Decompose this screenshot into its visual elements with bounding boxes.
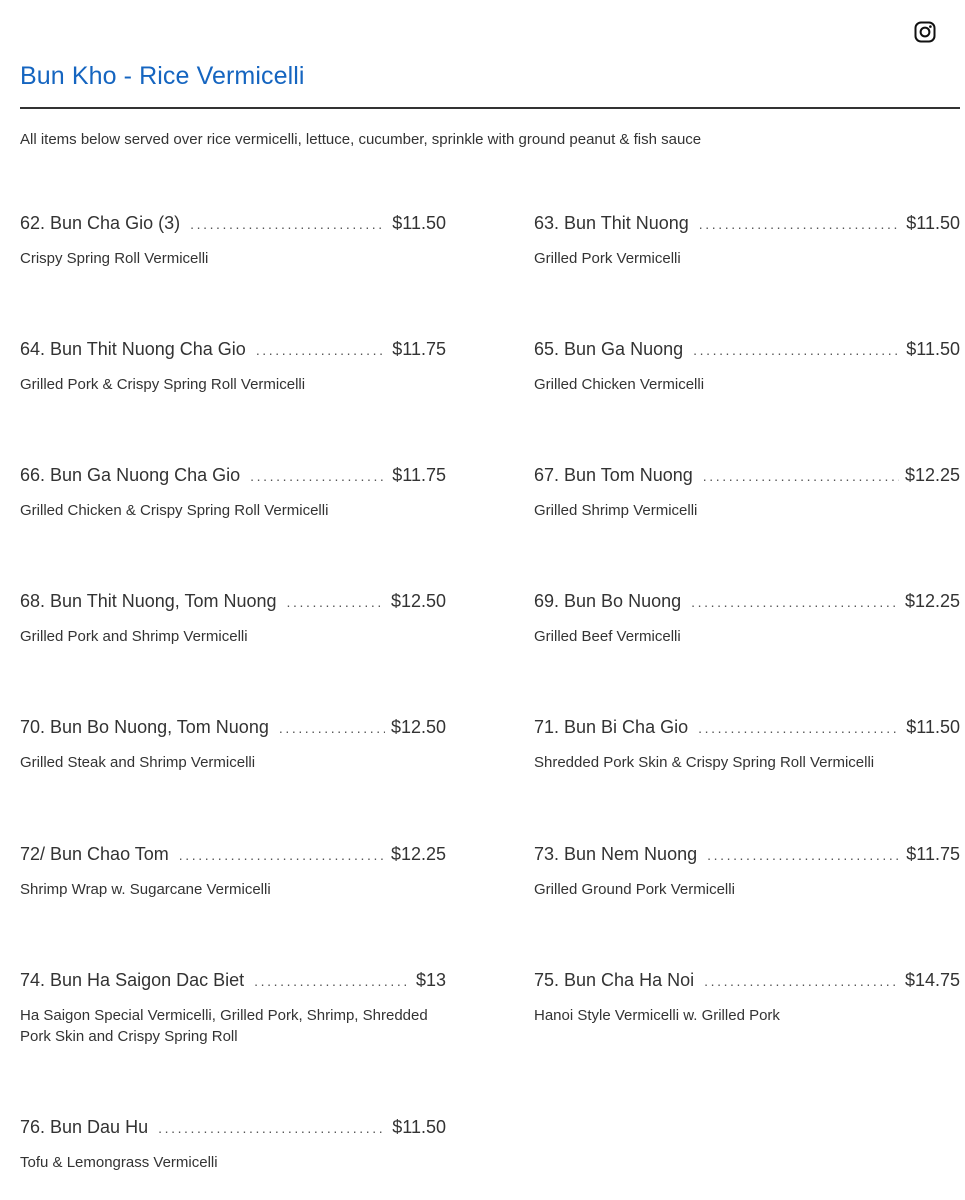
- menu-item-description: Shredded Pork Skin & Crispy Spring Roll Vermicelli: [534, 754, 875, 771]
- menu-item-price: $11.50: [906, 339, 960, 359]
- dot-leader: [707, 847, 900, 863]
- menu-item: [20, 465, 446, 521]
- menu-item-price: $11.50: [906, 213, 960, 233]
- menu-item: [534, 339, 960, 395]
- menu-item-description: Grilled Chicken & Crispy Spring Roll Vermicelli: [20, 502, 329, 519]
- dot-leader: [698, 720, 900, 736]
- menu-item-description: Grilled Steak and Shrimp Vermicelli: [20, 754, 256, 771]
- menu-item-description: Crispy Spring Roll Vermicelli: [20, 250, 209, 267]
- menu-item: [534, 591, 960, 647]
- instagram-icon: [913, 20, 937, 44]
- menu-item-name: 66. Bun Ga Nuong Cha Gio: [20, 465, 241, 485]
- menu-item: [534, 844, 960, 900]
- menu-item-description: Grilled Pork and Shrimp Vermicelli: [20, 628, 248, 645]
- menu-item-description: Tofu & Lemongrass Vermicelli: [20, 1154, 218, 1171]
- menu-item: [20, 970, 446, 1047]
- menu-item: [20, 339, 446, 395]
- menu-item-price: $12.25: [904, 465, 960, 485]
- dot-leader: [179, 847, 385, 863]
- menu-item-name: 76. Bun Dau Hu: [20, 1117, 149, 1137]
- instagram-link[interactable]: [913, 20, 937, 44]
- dot-leader: [190, 216, 386, 232]
- menu-item: [20, 844, 446, 900]
- section-intro: All items below served over rice vermicelli, lettuce, cucumber, sprinkle with ground peanut & fish sauce: [20, 131, 702, 148]
- menu-item: [20, 591, 446, 647]
- menu-item-name: 70. Bun Bo Nuong, Tom Nuong: [20, 717, 269, 737]
- dot-leader: [256, 342, 386, 358]
- menu-item-description: Hanoi Style Vermicelli w. Grilled Pork: [534, 1007, 780, 1024]
- menu-item-description: Grilled Ground Pork Vermicelli: [534, 881, 735, 898]
- dot-leader: [693, 342, 900, 358]
- dot-leader: [699, 216, 901, 232]
- dot-leader: [254, 973, 410, 989]
- menu-item-name: 64. Bun Thit Nuong Cha Gio: [20, 339, 246, 359]
- menu-item-name: 67. Bun Tom Nuong: [534, 465, 693, 485]
- menu-item: [20, 717, 446, 773]
- menu-item: [534, 465, 960, 521]
- menu-item: [534, 970, 960, 1026]
- dot-leader: [703, 468, 899, 484]
- menu-item-name: 71. Bun Bi Cha Gio: [534, 717, 689, 737]
- menu-item-price: $12.50: [390, 717, 446, 737]
- menu-item-price: $11.50: [392, 1117, 446, 1137]
- menu-item-name: 73. Bun Nem Nuong: [534, 844, 698, 864]
- menu-item-name: 63. Bun Thit Nuong: [534, 213, 689, 233]
- menu-item-price: $11.50: [392, 213, 446, 233]
- menu-item-name: 69. Bun Bo Nuong: [534, 591, 682, 611]
- menu-item: [534, 213, 960, 269]
- section-title: Bun Kho - Rice Vermicelli: [20, 62, 305, 90]
- menu-item-name: 74. Bun Ha Saigon Dac Biet: [20, 970, 245, 990]
- menu-item-description: Grilled Chicken Vermicelli: [534, 376, 705, 393]
- menu-item-price: $12.50: [390, 591, 446, 611]
- menu-item-price: $12.25: [904, 591, 960, 611]
- menu-item-price: $13: [415, 970, 446, 990]
- menu-item-name: 75. Bun Cha Ha Noi: [534, 970, 695, 990]
- menu-item: [20, 213, 446, 269]
- menu-item-price: $11.75: [392, 465, 446, 485]
- menu-item-description: Grilled Shrimp Vermicelli: [534, 502, 698, 519]
- menu-item-price: $11.50: [906, 717, 960, 737]
- dot-leader: [704, 973, 899, 989]
- dot-leader: [691, 594, 899, 610]
- menu-item-price: $12.25: [390, 844, 446, 864]
- menu-item-description: Shrimp Wrap w. Sugarcane Vermicelli: [20, 881, 271, 898]
- menu-item-price: $14.75: [904, 970, 960, 990]
- menu-item-price: $11.75: [906, 844, 960, 864]
- menu-item-description: Ha Saigon Special Vermicelli, Grilled Pork, Shrimp, Shredded Pork Skin and Crispy Spring Roll: [20, 1007, 428, 1045]
- dot-leader: [287, 594, 385, 610]
- menu-item-price: $11.75: [392, 339, 446, 359]
- menu-item-name: 65. Bun Ga Nuong: [534, 339, 684, 359]
- dot-leader: [158, 1120, 386, 1136]
- menu-item: [534, 717, 960, 773]
- dot-leader: [279, 720, 385, 736]
- menu-item-description: Grilled Pork & Crispy Spring Roll Vermicelli: [20, 376, 306, 393]
- menu-item-description: Grilled Pork Vermicelli: [534, 250, 681, 267]
- menu-item-description: Grilled Beef Vermicelli: [534, 628, 681, 645]
- title-divider: [20, 107, 960, 109]
- menu-item-name: 62. Bun Cha Gio (3): [20, 213, 181, 233]
- menu-item: [20, 1117, 446, 1173]
- menu-item-name: 68. Bun Thit Nuong, Tom Nuong: [20, 591, 277, 611]
- menu-item-name: 72/ Bun Chao Tom: [20, 844, 169, 864]
- dot-leader: [250, 468, 386, 484]
